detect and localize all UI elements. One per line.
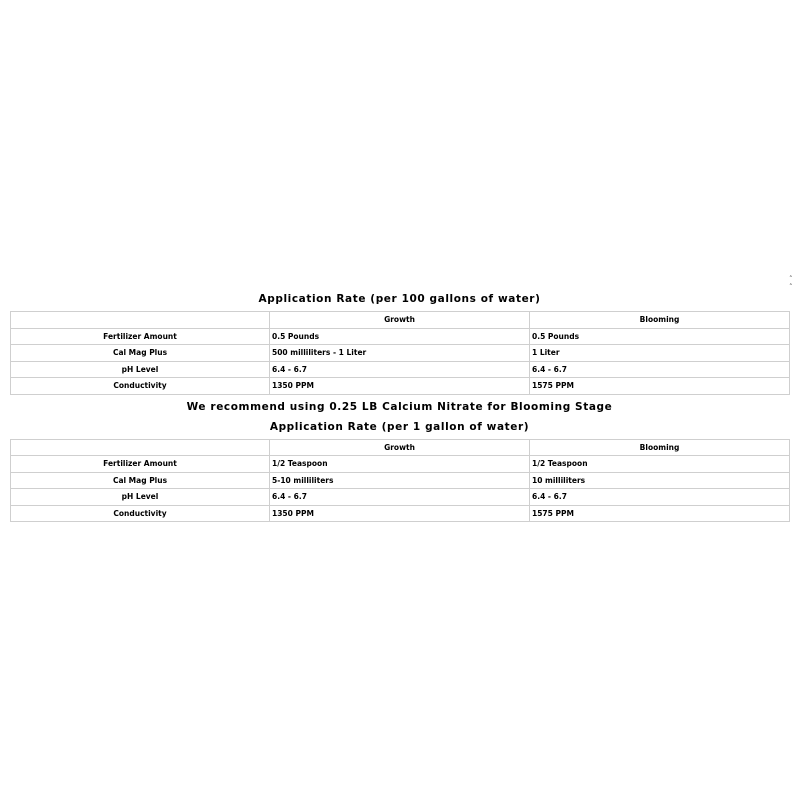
table-row <box>11 345 790 362</box>
content <box>10 291 789 522</box>
blooming-value: 1575 PPM <box>530 378 790 395</box>
header-growth: Growth <box>270 439 530 456</box>
header-empty <box>11 439 270 456</box>
row-label: Cal Mag Plus <box>11 345 270 362</box>
header-blooming: Blooming <box>530 312 790 329</box>
row-label: Fertilizer Amount <box>11 328 270 345</box>
table-row <box>11 505 790 522</box>
blooming-value: 0.5 Pounds <box>530 328 790 345</box>
growth-value: 1350 PPM <box>270 378 530 395</box>
growth-value: 500 milliliters - 1 Liter <box>270 345 530 362</box>
table-row <box>11 489 790 506</box>
row-label: Conductivity <box>11 505 270 522</box>
table-row <box>11 361 790 378</box>
blooming-value: 1/2 Teaspoon <box>530 456 790 473</box>
recommendation-text: We recommend using 0.25 LB Calcium Nitrate for Blooming Stage <box>186 400 613 413</box>
table-header-row <box>11 312 790 329</box>
blooming-value: 1 Liter <box>530 345 790 362</box>
header-blooming: Blooming <box>530 439 790 456</box>
application-rate-100-gal-table <box>10 311 790 395</box>
row-label: pH Level <box>11 361 270 378</box>
table-row <box>11 378 790 395</box>
blooming-value: 6.4 - 6.7 <box>530 489 790 506</box>
row-label: Fertilizer Amount <box>11 456 270 473</box>
header-empty <box>11 312 270 329</box>
table-row <box>11 472 790 489</box>
table-header-row <box>11 439 790 456</box>
table-row <box>11 328 790 345</box>
row-label: Cal Mag Plus <box>11 472 270 489</box>
corner-mark: ˄ ˄ <box>789 275 794 291</box>
header-growth: Growth <box>270 312 530 329</box>
row-label: pH Level <box>11 489 270 506</box>
application-rate-1-gal-table <box>10 439 790 523</box>
growth-value: 1350 PPM <box>270 505 530 522</box>
growth-value: 6.4 - 6.7 <box>270 361 530 378</box>
row-label: Conductivity <box>11 378 270 395</box>
blooming-value: 6.4 - 6.7 <box>530 361 790 378</box>
blooming-value: 1575 PPM <box>530 505 790 522</box>
growth-value: 5-10 milliliters <box>270 472 530 489</box>
table-row <box>11 456 790 473</box>
growth-value: 0.5 Pounds <box>270 328 530 345</box>
table2-title: Application Rate (per 1 gallon of water) <box>269 420 530 433</box>
blooming-value: 10 milliliters <box>530 472 790 489</box>
table1-title: Application Rate (per 100 gallons of water) <box>258 293 541 305</box>
growth-value: 6.4 - 6.7 <box>270 489 530 506</box>
growth-value: 1/2 Teaspoon <box>270 456 530 473</box>
